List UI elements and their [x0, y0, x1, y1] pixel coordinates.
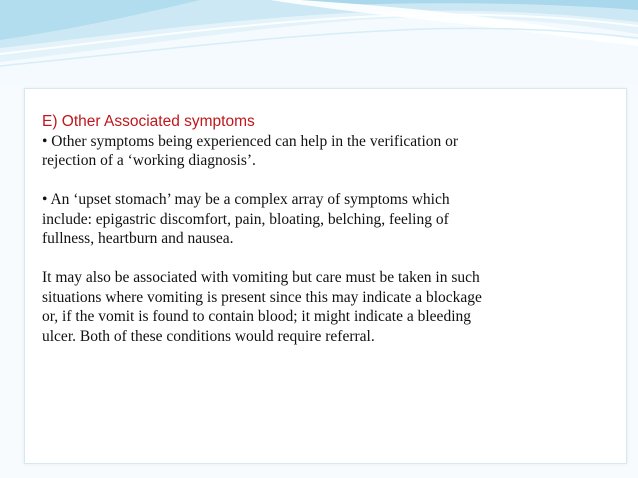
text-line: include: epigastric discomfort, pain, bloating, belching, feeling of	[42, 210, 449, 228]
text-line: • Other symptoms being experienced can help in the verification or	[42, 132, 459, 150]
paragraph-gap	[42, 249, 612, 269]
paragraph-vomiting	[42, 268, 612, 346]
text-line: It may also be associated with vomiting but care must be taken in such	[42, 269, 480, 286]
text-line: fullness, heartburn and nausea.	[42, 230, 234, 247]
paragraph-gap	[42, 171, 612, 191]
decorative-wave-header	[0, 0, 638, 84]
text-line: or, if the vomit is found to contain blood; it might indicate a bleeding	[42, 308, 471, 325]
paragraph-upset-stomach	[42, 190, 612, 249]
text-line: • An ‘upset stomach’ may be a complex array of symptoms which	[42, 191, 450, 208]
content-panel	[24, 88, 627, 464]
text-line: rejection of a ‘working diagnosis’.	[42, 152, 256, 169]
text-line: ulcer. Both of these conditions would require referral.	[42, 327, 375, 345]
slide-heading: E) Other Associated symptoms	[42, 113, 255, 130]
slide-body	[42, 112, 612, 346]
text-line: situations where vomiting is present since this may indicate a blockage	[42, 288, 482, 306]
paragraph-verification	[42, 132, 612, 171]
